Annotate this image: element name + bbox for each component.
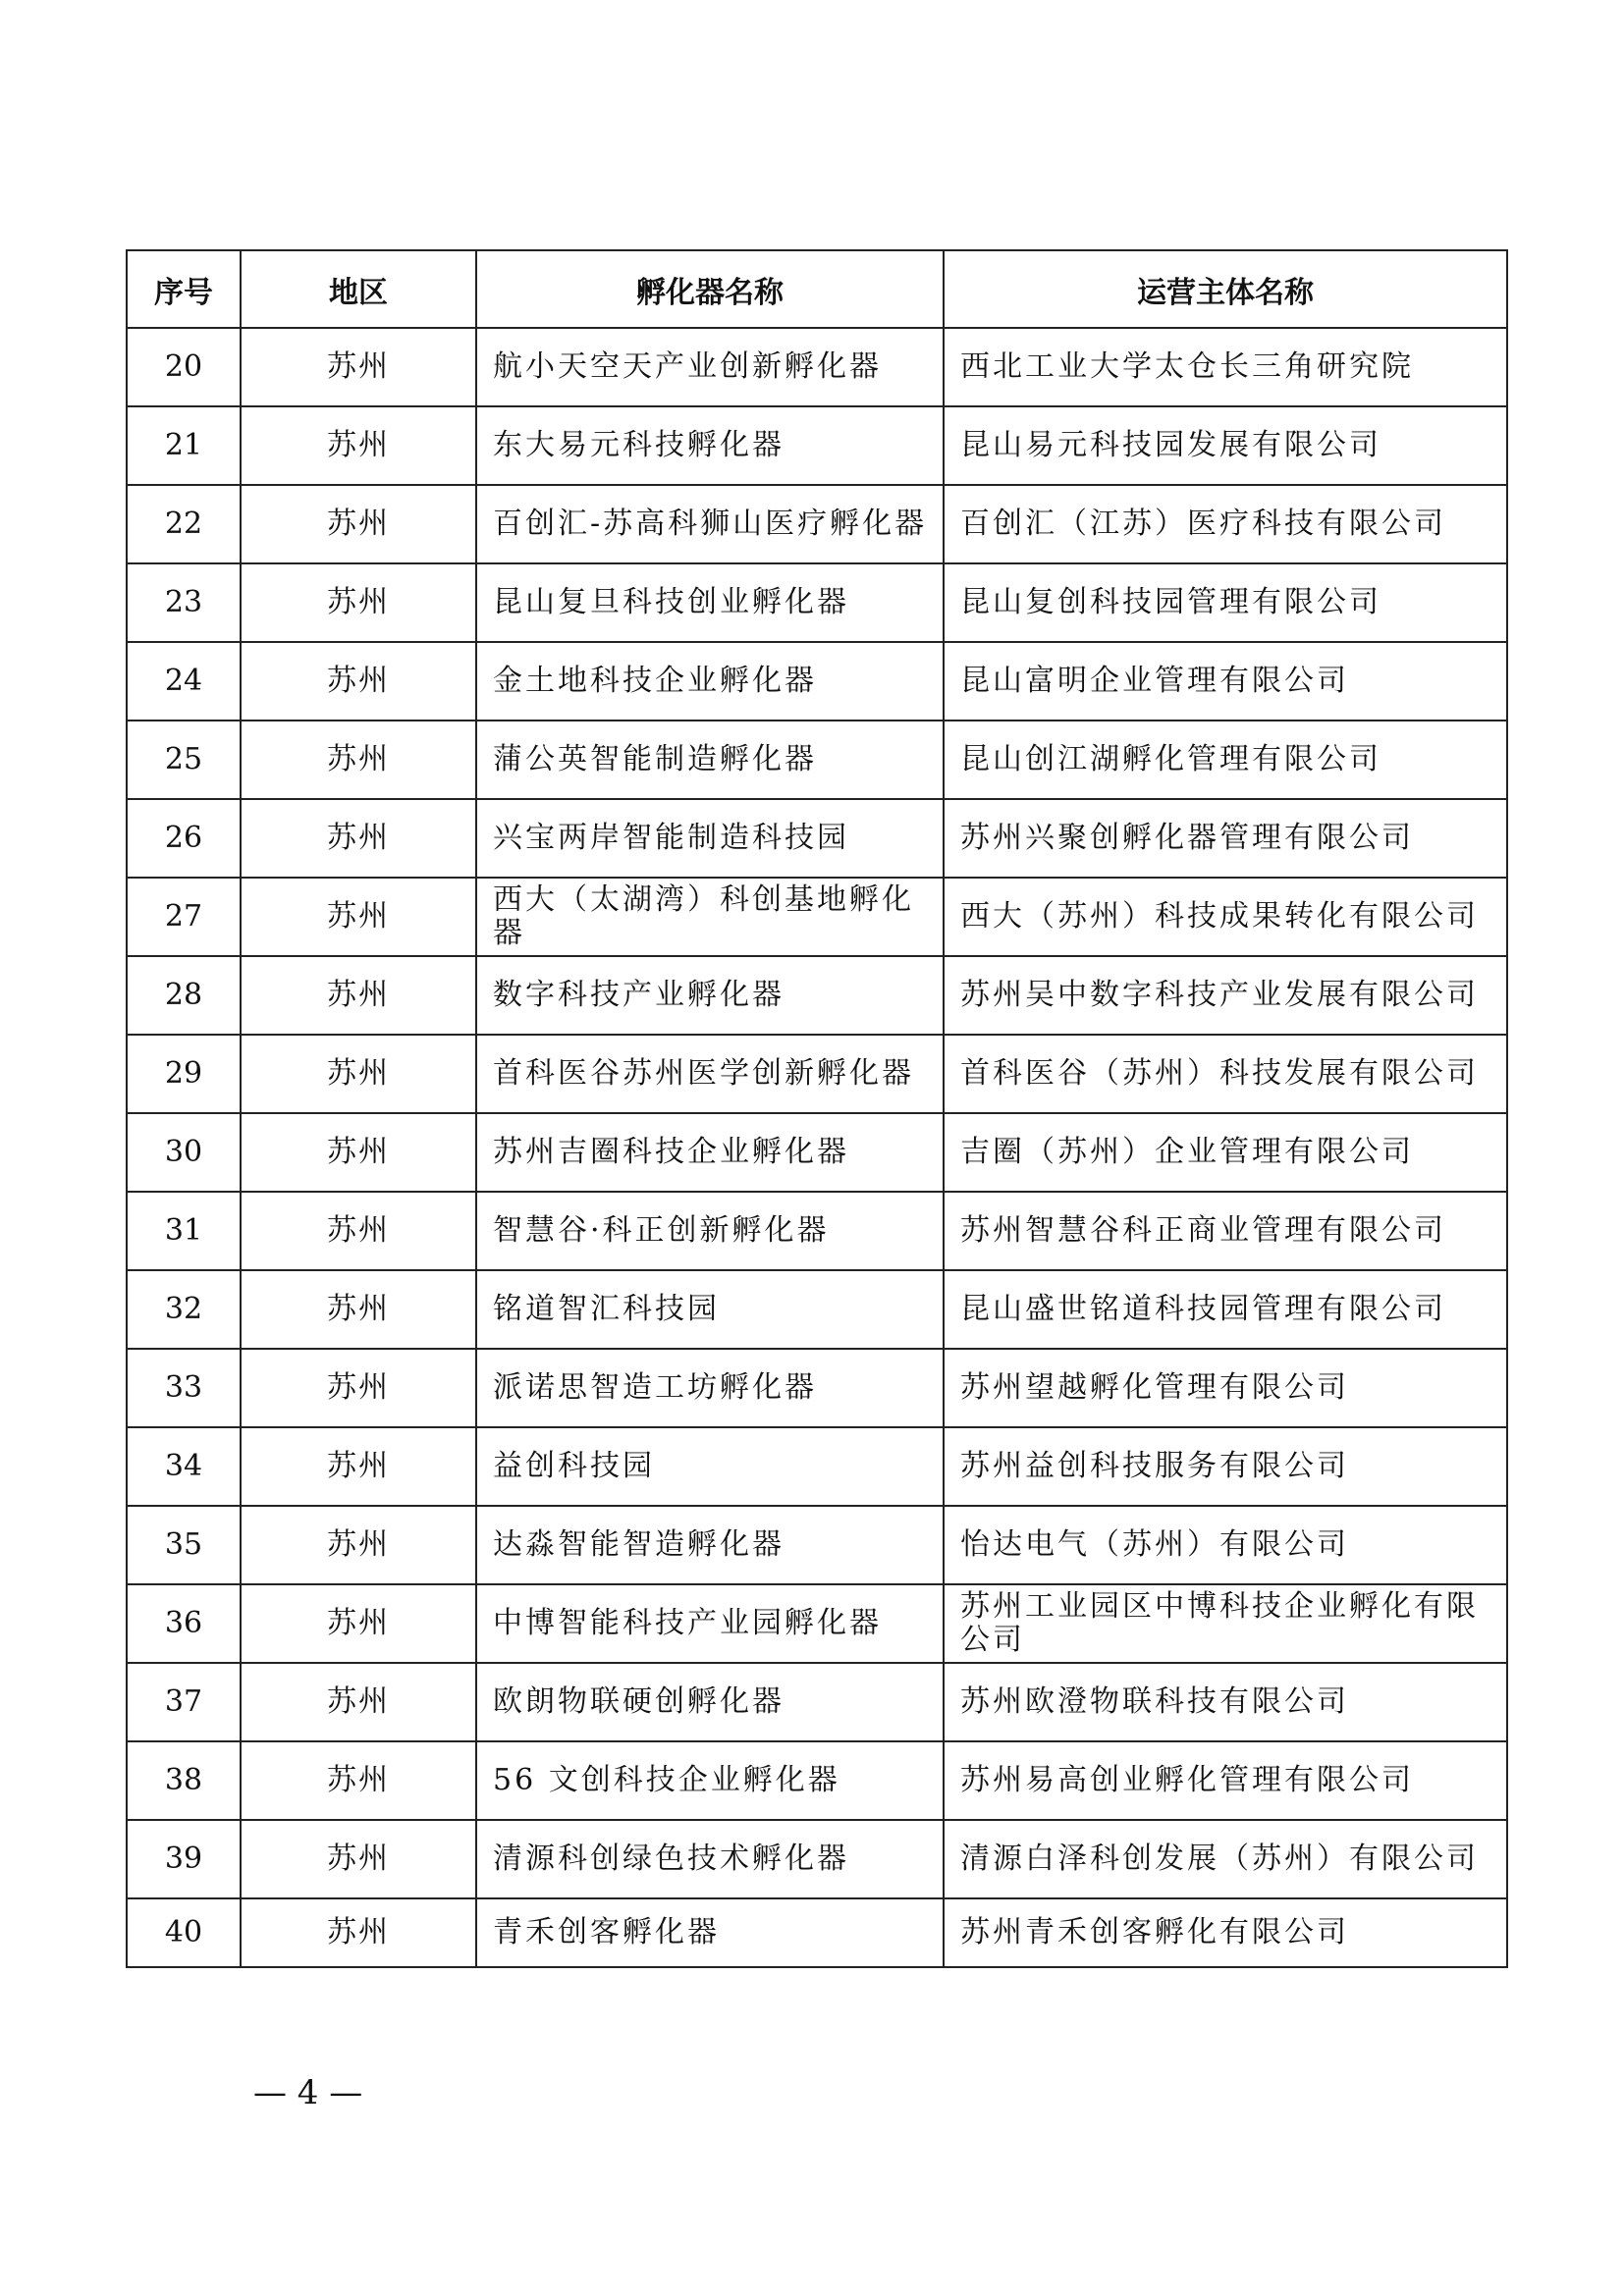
table-header-row <box>127 250 1507 328</box>
table-row <box>127 406 1507 485</box>
cell-operator-name: 昆山创江湖孵化管理有限公司 <box>944 721 1507 799</box>
cell-incubator-name: 金土地科技企业孵化器 <box>476 642 944 721</box>
cell-region: 苏州 <box>241 406 476 485</box>
cell-serial-number: 34 <box>127 1427 241 1506</box>
incubator-table <box>126 249 1508 1968</box>
cell-region: 苏州 <box>241 485 476 563</box>
cell-incubator-name: 数字科技产业孵化器 <box>476 956 944 1035</box>
cell-incubator-name: 西大（太湖湾）科创基地孵化器 <box>476 878 944 956</box>
cell-incubator-name: 益创科技园 <box>476 1427 944 1506</box>
cell-serial-number: 22 <box>127 485 241 563</box>
cell-operator-name: 吉圈（苏州）企业管理有限公司 <box>944 1113 1507 1192</box>
cell-incubator-name: 56 文创科技企业孵化器 <box>476 1741 944 1820</box>
cell-serial-number: 25 <box>127 721 241 799</box>
cell-region: 苏州 <box>241 721 476 799</box>
cell-region: 苏州 <box>241 1663 476 1741</box>
cell-serial-number: 31 <box>127 1192 241 1270</box>
cell-region: 苏州 <box>241 1820 476 1898</box>
cell-region: 苏州 <box>241 328 476 406</box>
cell-region: 苏州 <box>241 1270 476 1349</box>
cell-serial-number: 27 <box>127 878 241 956</box>
cell-serial-number: 23 <box>127 563 241 642</box>
cell-serial-number: 37 <box>127 1663 241 1741</box>
table-row <box>127 1584 1507 1663</box>
cell-incubator-name: 欧朗物联硬创孵化器 <box>476 1663 944 1741</box>
cell-operator-name: 苏州欧澄物联科技有限公司 <box>944 1663 1507 1741</box>
cell-operator-name: 昆山盛世铭道科技园管理有限公司 <box>944 1270 1507 1349</box>
cell-operator-name: 首科医谷（苏州）科技发展有限公司 <box>944 1035 1507 1113</box>
table-row <box>127 721 1507 799</box>
cell-operator-name: 西大（苏州）科技成果转化有限公司 <box>944 878 1507 956</box>
table-row <box>127 1270 1507 1349</box>
cell-incubator-name: 清源科创绿色技术孵化器 <box>476 1820 944 1898</box>
cell-operator-name: 清源白泽科创发展（苏州）有限公司 <box>944 1820 1507 1898</box>
table-row <box>127 328 1507 406</box>
table-row <box>127 1427 1507 1506</box>
page-number: — 4 — <box>253 2073 363 2112</box>
cell-serial-number: 29 <box>127 1035 241 1113</box>
cell-operator-name: 苏州吴中数字科技产业发展有限公司 <box>944 956 1507 1035</box>
cell-region: 苏州 <box>241 1113 476 1192</box>
cell-incubator-name: 中博智能科技产业园孵化器 <box>476 1584 944 1663</box>
cell-incubator-name: 航小天空天产业创新孵化器 <box>476 328 944 406</box>
table-row <box>127 642 1507 721</box>
cell-incubator-name: 百创汇-苏高科狮山医疗孵化器 <box>476 485 944 563</box>
header-incubator-name: 孵化器名称 <box>476 250 944 328</box>
cell-region: 苏州 <box>241 956 476 1035</box>
cell-region: 苏州 <box>241 799 476 878</box>
header-serial-number: 序号 <box>127 250 241 328</box>
table-row <box>127 1663 1507 1741</box>
cell-incubator-name: 昆山复旦科技创业孵化器 <box>476 563 944 642</box>
cell-serial-number: 28 <box>127 956 241 1035</box>
cell-operator-name: 苏州智慧谷科正商业管理有限公司 <box>944 1192 1507 1270</box>
cell-serial-number: 30 <box>127 1113 241 1192</box>
table-row <box>127 1113 1507 1192</box>
cell-operator-name: 怡达电气（苏州）有限公司 <box>944 1506 1507 1584</box>
cell-serial-number: 24 <box>127 642 241 721</box>
cell-region: 苏州 <box>241 1035 476 1113</box>
table-row <box>127 799 1507 878</box>
cell-operator-name: 苏州望越孵化管理有限公司 <box>944 1349 1507 1427</box>
table-body <box>127 328 1507 1967</box>
table-row <box>127 485 1507 563</box>
cell-serial-number: 20 <box>127 328 241 406</box>
cell-region: 苏州 <box>241 1584 476 1663</box>
cell-incubator-name: 苏州吉圈科技企业孵化器 <box>476 1113 944 1192</box>
table-row <box>127 1349 1507 1427</box>
cell-operator-name: 昆山复创科技园管理有限公司 <box>944 563 1507 642</box>
table-row <box>127 1506 1507 1584</box>
cell-incubator-name: 青禾创客孵化器 <box>476 1898 944 1967</box>
cell-serial-number: 40 <box>127 1898 241 1967</box>
cell-operator-name: 苏州易高创业孵化管理有限公司 <box>944 1741 1507 1820</box>
table-row <box>127 1820 1507 1898</box>
table-row <box>127 563 1507 642</box>
cell-serial-number: 39 <box>127 1820 241 1898</box>
cell-incubator-name: 东大易元科技孵化器 <box>476 406 944 485</box>
table-row <box>127 1192 1507 1270</box>
cell-serial-number: 35 <box>127 1506 241 1584</box>
cell-region: 苏州 <box>241 1349 476 1427</box>
table-row <box>127 1741 1507 1820</box>
table-row <box>127 878 1507 956</box>
cell-serial-number: 33 <box>127 1349 241 1427</box>
cell-serial-number: 26 <box>127 799 241 878</box>
cell-region: 苏州 <box>241 1741 476 1820</box>
header-operator-name: 运营主体名称 <box>944 250 1507 328</box>
cell-incubator-name: 蒲公英智能制造孵化器 <box>476 721 944 799</box>
cell-operator-name: 百创汇（江苏）医疗科技有限公司 <box>944 485 1507 563</box>
cell-incubator-name: 派诺思智造工坊孵化器 <box>476 1349 944 1427</box>
cell-operator-name: 苏州青禾创客孵化有限公司 <box>944 1898 1507 1967</box>
cell-serial-number: 32 <box>127 1270 241 1349</box>
cell-serial-number: 36 <box>127 1584 241 1663</box>
cell-region: 苏州 <box>241 642 476 721</box>
cell-serial-number: 38 <box>127 1741 241 1820</box>
table-row <box>127 1035 1507 1113</box>
cell-incubator-name: 智慧谷·科正创新孵化器 <box>476 1192 944 1270</box>
cell-region: 苏州 <box>241 1427 476 1506</box>
table-row <box>127 1898 1507 1967</box>
cell-region: 苏州 <box>241 563 476 642</box>
cell-incubator-name: 达淼智能智造孵化器 <box>476 1506 944 1584</box>
cell-incubator-name: 铭道智汇科技园 <box>476 1270 944 1349</box>
cell-operator-name: 西北工业大学太仓长三角研究院 <box>944 328 1507 406</box>
cell-region: 苏州 <box>241 1192 476 1270</box>
cell-region: 苏州 <box>241 1898 476 1967</box>
cell-operator-name: 苏州工业园区中博科技企业孵化有限公司 <box>944 1584 1507 1663</box>
cell-operator-name: 昆山富明企业管理有限公司 <box>944 642 1507 721</box>
table-row <box>127 956 1507 1035</box>
header-region: 地区 <box>241 250 476 328</box>
cell-incubator-name: 首科医谷苏州医学创新孵化器 <box>476 1035 944 1113</box>
cell-incubator-name: 兴宝两岸智能制造科技园 <box>476 799 944 878</box>
cell-operator-name: 苏州益创科技服务有限公司 <box>944 1427 1507 1506</box>
cell-region: 苏州 <box>241 878 476 956</box>
cell-operator-name: 昆山易元科技园发展有限公司 <box>944 406 1507 485</box>
cell-operator-name: 苏州兴聚创孵化器管理有限公司 <box>944 799 1507 878</box>
cell-region: 苏州 <box>241 1506 476 1584</box>
cell-serial-number: 21 <box>127 406 241 485</box>
